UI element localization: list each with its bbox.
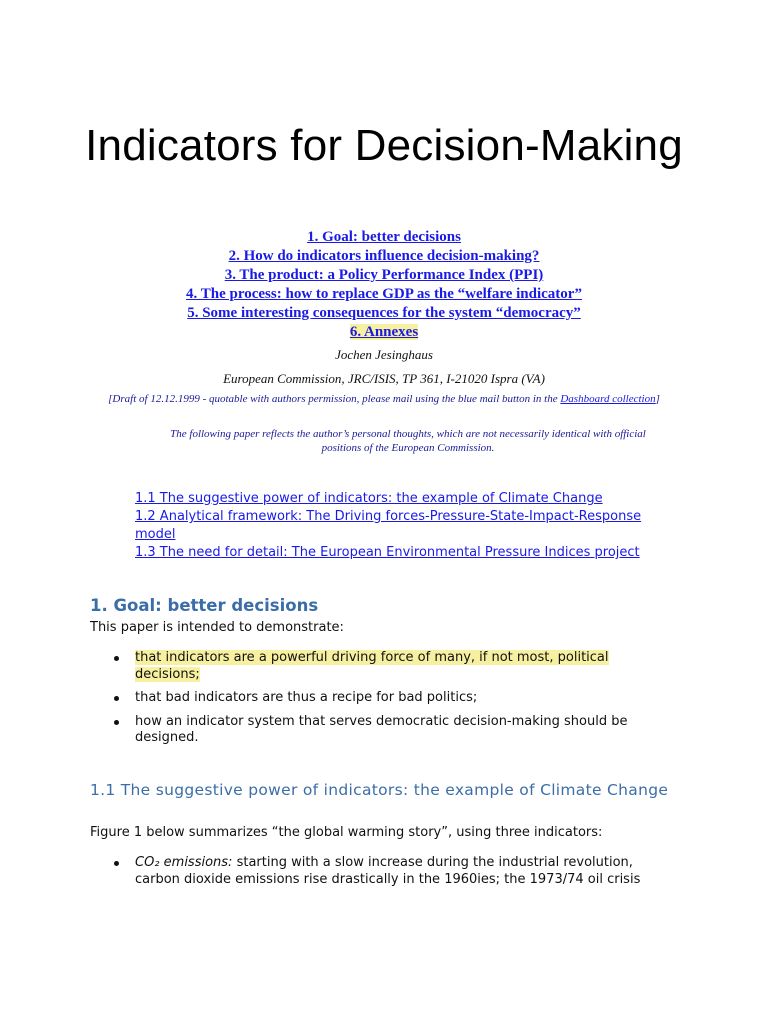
goal-bullet-list [112,650,672,754]
subsection-links [135,490,685,562]
list-item [112,855,672,888]
list-item-lead: CO₂ emissions: [135,855,233,870]
draft-note [90,392,678,407]
draft-note-end: ] [655,393,660,405]
toc-link-goal[interactable]: 1. Goal: better decisions [307,229,461,245]
list-item [112,714,672,747]
list-item-text: that indicators are a powerful driving force of many, if not most, political decisions; [135,650,609,682]
toc-link-process[interactable]: 4. The process: how to replace GDP as the “welfare indicator” [186,286,582,302]
section-intro: This paper is intended to demonstrate: [90,620,344,635]
author-name: Jochen Jesinghaus [335,347,433,362]
toc-link-product[interactable]: 3. The product: a Policy Performance Index (PPI) [224,267,544,283]
toc-link-consequences[interactable]: 5. Some interesting consequences for the system “democracy” [187,305,581,321]
subtoc-link-framework[interactable]: 1.2 Analytical framework: The Driving forces-Pressure-State-Impact-Response model [135,509,642,542]
toc-link-influence[interactable]: 2. How do indicators influence decision-making? [228,248,540,264]
list-item-text: that bad indicators are thus a recipe for bad politics; [135,690,478,705]
dashboard-collection-link[interactable]: Dashboard collection [560,393,656,405]
disclaimer-note: The following paper reflects the author’s personal thoughts, which are not necessarily identical with official positions of the European Commission. [170,428,646,454]
subtoc-link-detail[interactable]: 1.3 The need for detail: The European Environmental Pressure Indices project [135,545,640,560]
author-affiliation: European Commission, JRC/ISIS, TP 361, I-21020 Ispra (VA) [223,371,545,386]
list-item-text: starting with a slow increase during the industrial revolution, carbon dioxide emissions rise drastically in the 1960ies; the 1973/74 oil crisis [135,855,641,887]
list-item-text: how an indicator system that serves democratic decision-making should be designed. [135,713,628,745]
section-heading-goal: 1. Goal: better decisions [90,596,319,615]
bullet-icon [114,696,119,701]
list-item [112,690,672,707]
table-of-contents [84,228,684,342]
section-heading-climate: 1.1 The suggestive power of indicators: the example of Climate Change [90,781,669,799]
bullet-icon [114,720,119,725]
bullet-icon [114,861,119,866]
draft-note-text: [Draft of 12.12.1999 - quotable with authors permission, please mail using the blue mail button in the [108,393,561,405]
subtoc-link-climate[interactable]: 1.1 The suggestive power of indicators: the example of Climate Change [135,491,603,506]
page-title: Indicators for Decision-Making [85,121,683,170]
list-item [112,650,672,683]
bullet-icon [114,656,119,661]
section-intro-climate: Figure 1 below summarizes “the global warming story”, using three indicators: [90,825,603,840]
toc-link-annexes[interactable] [84,323,684,342]
climate-bullet-list [112,855,672,895]
toc-link-annexes-label: 6. Annexes [349,324,419,340]
